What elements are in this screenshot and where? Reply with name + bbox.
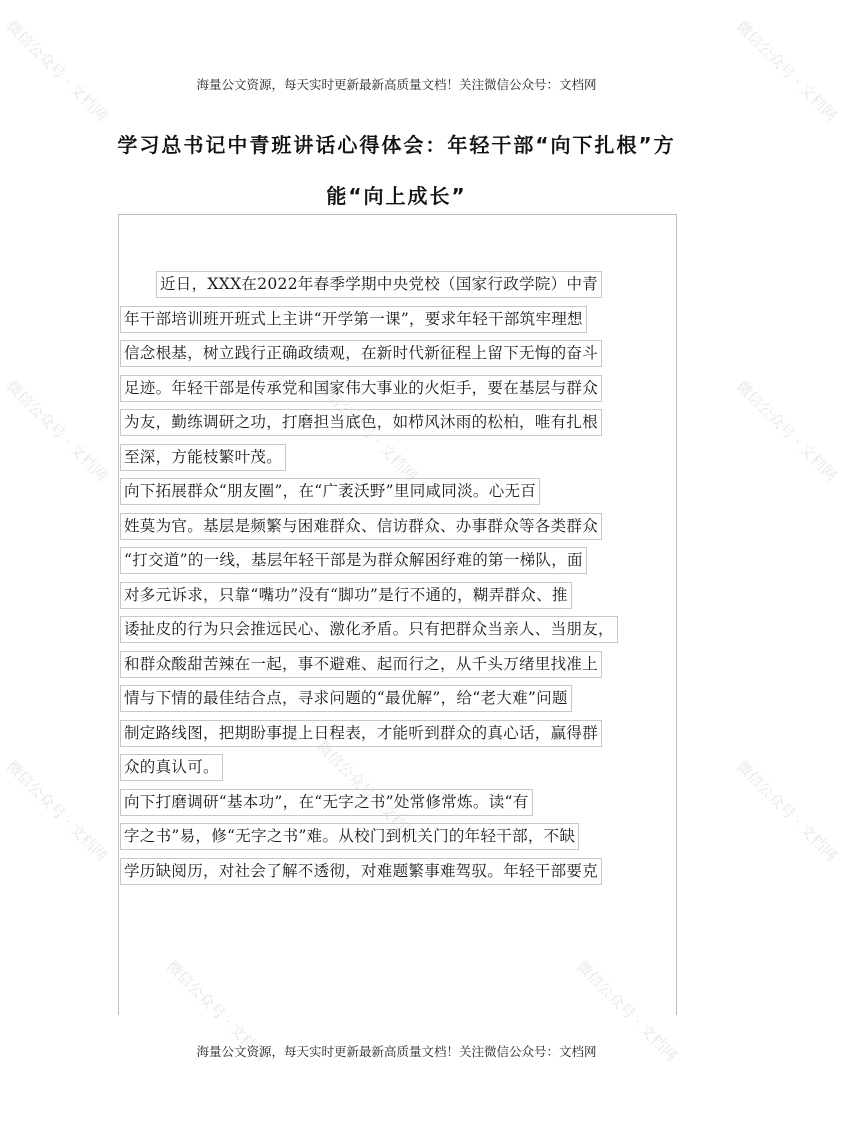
- line-text: 至深，方能枝繁叶茂。: [120, 444, 286, 471]
- line-text: 众的真认可。: [120, 754, 223, 781]
- line-text: “打交道”的一线，基层年轻干部是为群众解困纾难的第一梯队，面: [120, 547, 587, 574]
- line-text: 诿扯皮的行为只会推远民心、激化矛盾。只有把群众当亲人、当朋友，: [120, 616, 618, 643]
- text-line: [120, 754, 672, 789]
- watermark-text: 微信公众号 · 文档网: [312, 377, 421, 485]
- line-text: 向下拓展群众“朋友圈”，在“广袤沃野”里同咸同淡。心无百: [120, 478, 540, 505]
- text-line: [120, 858, 672, 893]
- line-text: 制定路线图，把期盼事提上日程表，才能听到群众的真心话，赢得群: [120, 720, 602, 747]
- watermark-text: 微信公众号 · 文档网: [2, 17, 111, 125]
- text-line: [120, 582, 672, 617]
- watermark-text: 微信公众号 · 文档网: [162, 957, 271, 1065]
- watermark-text: 微信公众号 · 文档网: [732, 757, 841, 865]
- watermark-text: 微信公众号 · 文档网: [572, 957, 681, 1065]
- text-line: [120, 789, 672, 824]
- watermark-text: 微信公众号 · 文档网: [732, 17, 841, 125]
- text-line: [120, 375, 672, 410]
- text-line: [120, 823, 672, 858]
- page-footer: 海量公文资源，每天实时更新最新高质量文档！关注微信公众号：文档网: [196, 1044, 597, 1059]
- paragraph-2: [120, 478, 672, 789]
- text-line: [120, 478, 672, 513]
- watermark-text: 微信公众号 · 文档网: [2, 377, 111, 485]
- line-text: 信念根基，树立践行正确政绩观，在新时代新征程上留下无悔的奋斗: [120, 340, 602, 367]
- line-text: 向下打磨调研“基本功”，在“无字之书”处常修常炼。读“有: [120, 789, 533, 816]
- text-line: [120, 340, 672, 375]
- paragraph-1: [120, 271, 672, 478]
- line-text: 年干部培训班开班式上主讲“开学第一课”，要求年轻干部筑牢理想: [120, 306, 587, 333]
- line-text: 情与下情的最佳结合点，寻求问题的“最优解”，给“老大难”问题: [120, 685, 572, 712]
- paragraph-3: [120, 789, 672, 893]
- line-text: 姓莫为官。基层是频繁与困难群众、信访群众、办事群众等各类群众: [120, 513, 602, 540]
- text-line: [120, 616, 672, 651]
- line-text: 对多元诉求，只靠“嘴功”没有“脚功”是行不通的，糊弄群众、推: [120, 582, 572, 609]
- text-line: [120, 720, 672, 755]
- watermark-text: 微信公众号 · 文档网: [312, 737, 421, 845]
- text-line: [120, 685, 672, 720]
- text-line: [120, 271, 672, 306]
- document-title-line-1: 学习总书记中青班讲话心得体会：年轻干部“向下扎根”方: [117, 133, 676, 157]
- line-text: 和群众酸甜苦辣在一起，事不避难、起而行之，从千头万绪里找准上: [120, 651, 602, 678]
- line-text: 近日，XXX在2022年春季学期中央党校（国家行政学院）中青: [156, 271, 602, 298]
- text-line: [120, 409, 672, 444]
- text-line: [120, 513, 672, 548]
- text-line: [120, 306, 672, 341]
- line-text: 字之书”易，修“无字之书”难。从校门到机关门的年轻干部，不缺: [120, 823, 579, 850]
- document-title-line-2: 能“向上成长”: [326, 184, 467, 208]
- text-line: [120, 651, 672, 686]
- text-line: [120, 444, 672, 479]
- text-line: [120, 547, 672, 582]
- line-text: 学历缺阅历，对社会了解不透彻，对难题繁事难驾驭。年轻干部要克: [120, 858, 602, 885]
- watermark-text: 微信公众号 · 文档网: [732, 377, 841, 485]
- line-text: 为友，勤练调研之功，打磨担当底色，如栉风沐雨的松柏，唯有扎根: [120, 409, 602, 436]
- page-header: 海量公文资源，每天实时更新最新高质量文档！关注微信公众号：文档网: [196, 77, 597, 92]
- document-body: [120, 271, 672, 892]
- watermark-text: 微信公众号 · 文档网: [2, 757, 111, 865]
- line-text: 足迹。年轻干部是传承党和国家伟大事业的火炬手，要在基层与群众: [120, 375, 602, 402]
